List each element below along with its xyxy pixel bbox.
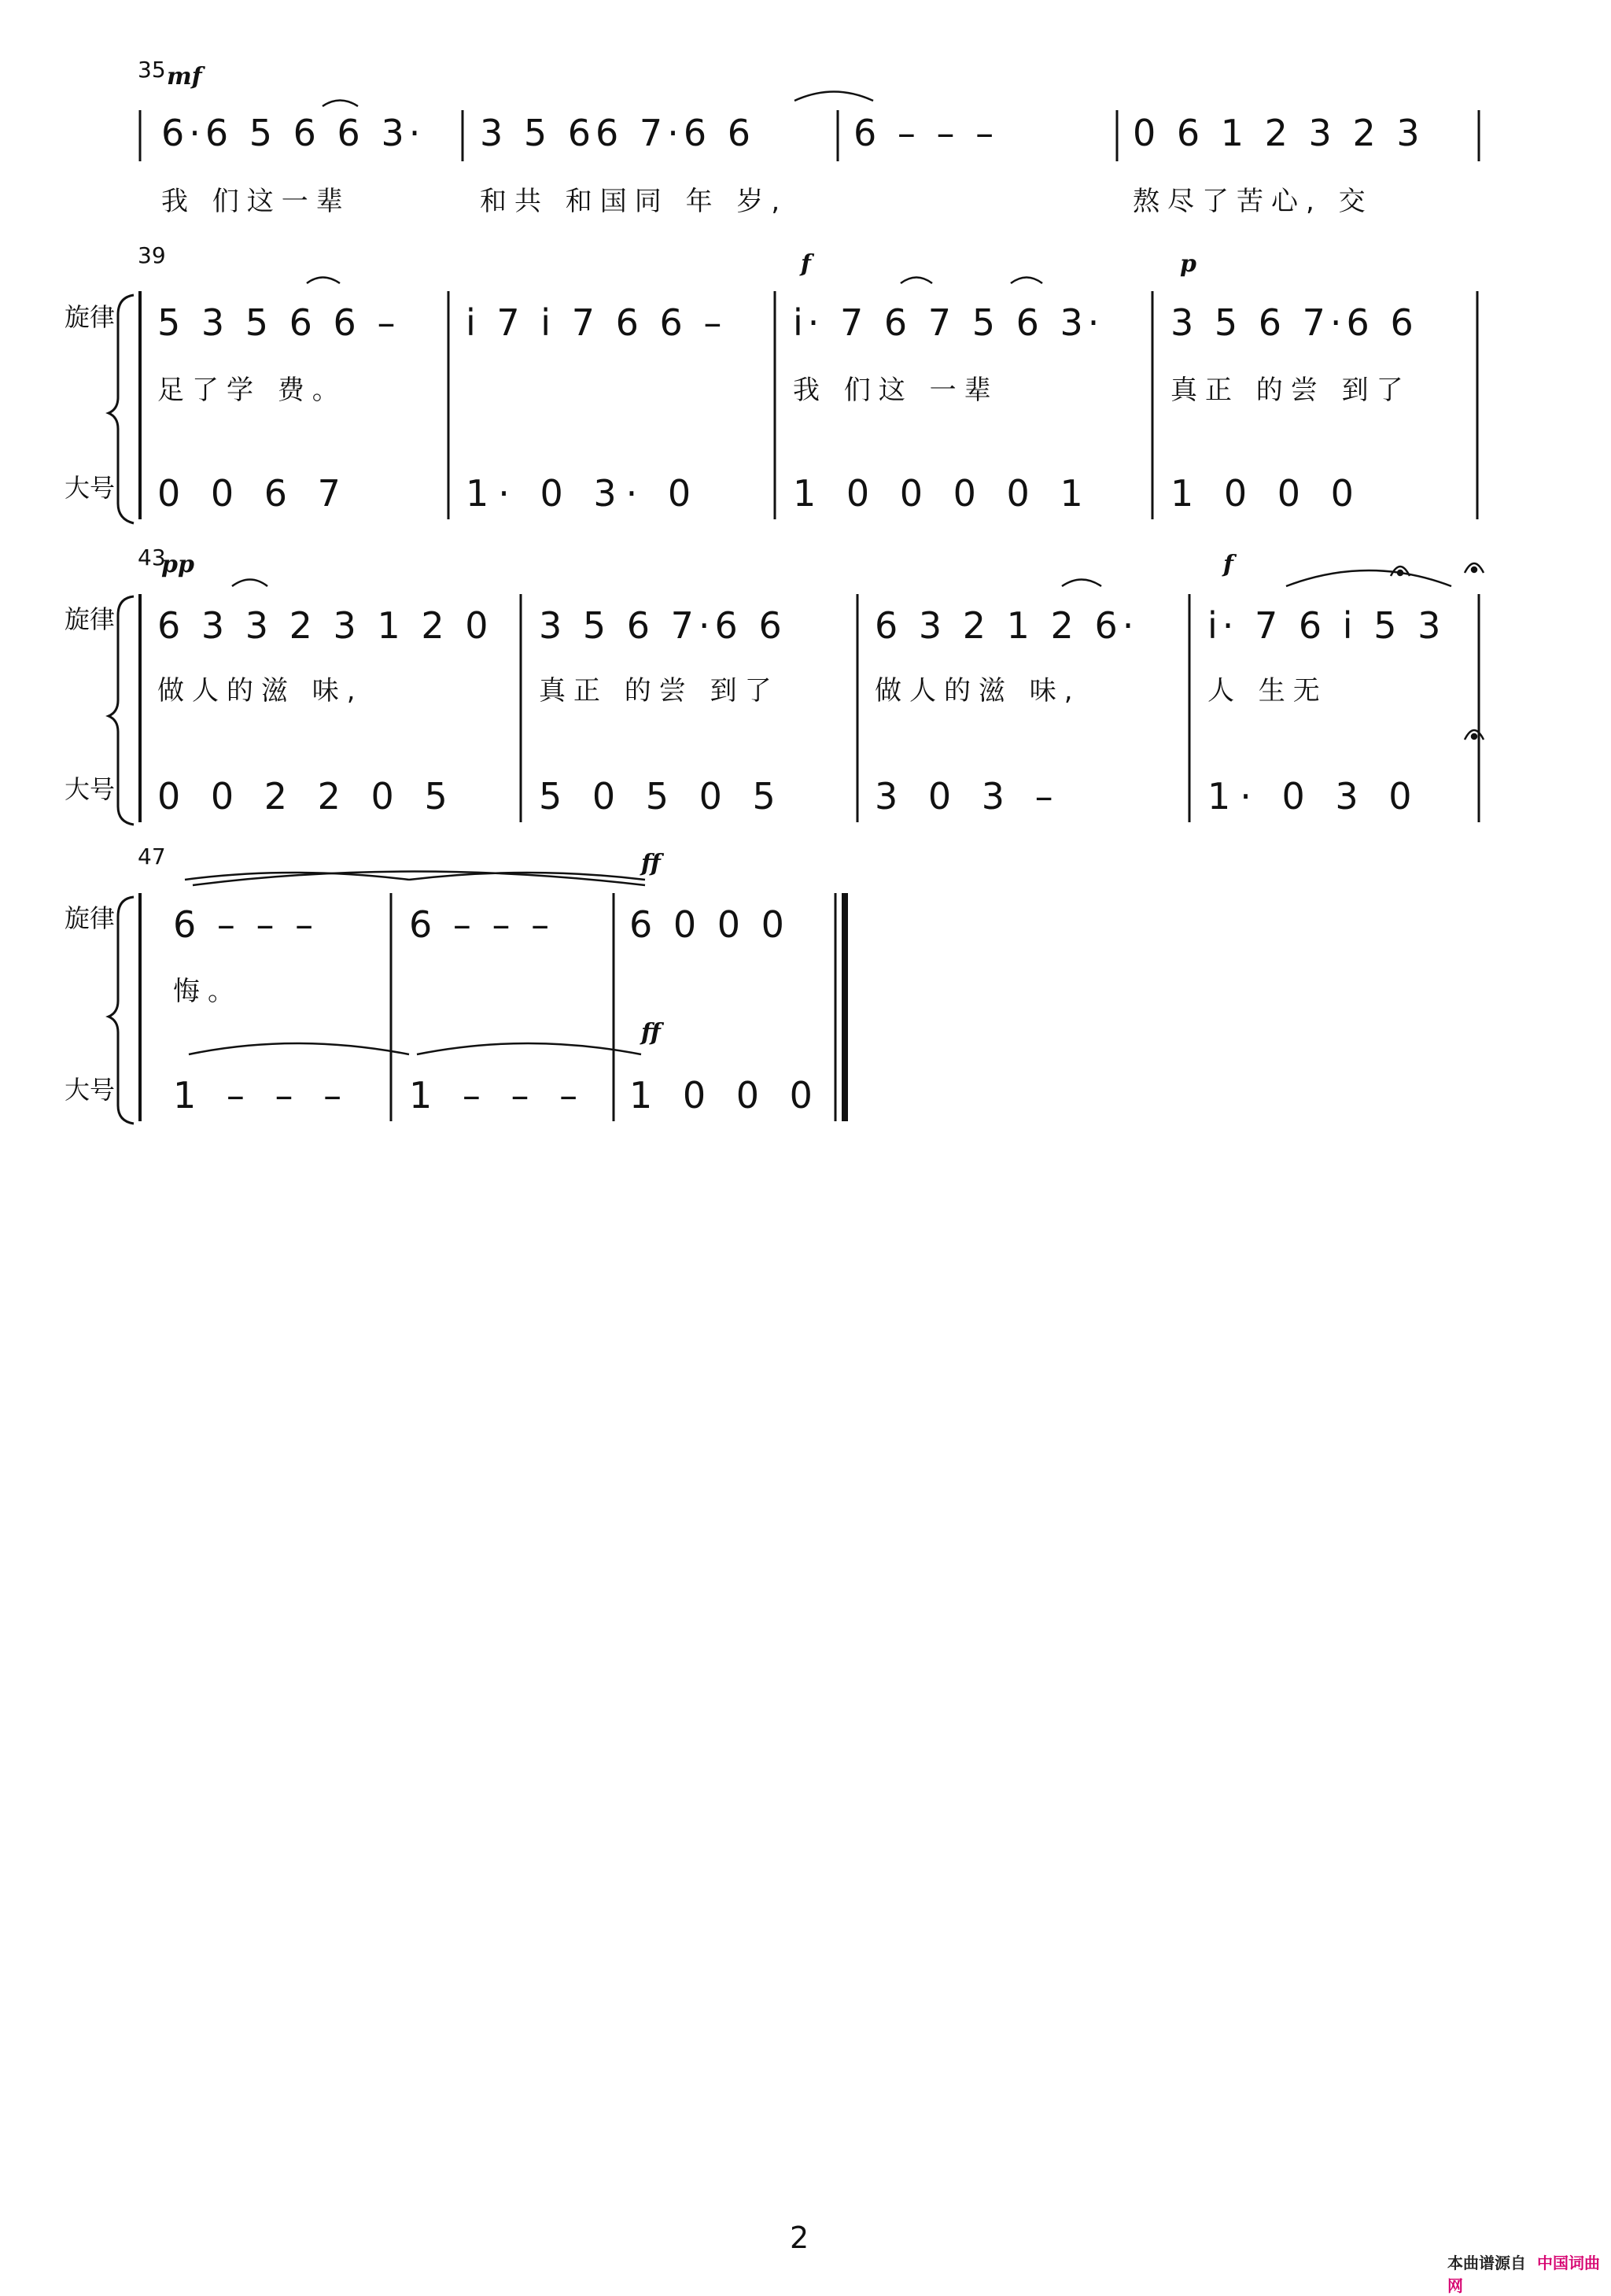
tuba-notes: 1 0 0 0 (1170, 472, 1363, 515)
lyrics: 真正 的尝 到了 (1170, 375, 1411, 406)
lyrics: 悔。 (173, 976, 242, 1007)
dynamic-pp: pp (161, 551, 194, 578)
tuba-notes: 0 0 2 2 0 5 (157, 775, 457, 818)
measure-number-47: 47 (138, 843, 166, 869)
lyrics: 我 们这一辈 (161, 186, 351, 217)
part-label-tuba: 大号 (65, 774, 116, 804)
melody-notes: 5 3 5 6 6 – (157, 301, 400, 344)
dynamic-f: f (1223, 551, 1233, 578)
part-label-tuba: 大号 (65, 473, 116, 503)
tuba-notes: 0 0 6 7 (157, 472, 350, 515)
lyrics: 熬尽了苦心, 交 (1133, 186, 1373, 217)
tuba-notes: 5 0 5 0 5 (539, 775, 785, 818)
melody-notes: 6 – – – (409, 903, 555, 946)
measure-number-39: 39 (138, 242, 166, 268)
part-label-tuba: 大号 (65, 1075, 116, 1105)
melody-notes: i· 7 6 i 5 3 (1207, 604, 1446, 647)
melody-notes: i· 7 6 7 5 6 3· (793, 301, 1104, 344)
melody-notes: 6·6 5 6 6 3· (161, 112, 426, 154)
lyrics: 足了学 费。 (157, 375, 347, 406)
footer-credit (1447, 2250, 1611, 2296)
fermatas (1391, 563, 1484, 740)
melody-notes: 6 – – – (173, 903, 319, 946)
tuba-notes: 1 0 0 0 0 1 (793, 472, 1093, 515)
tuba-notes: 1 – – – (173, 1074, 352, 1117)
lyrics: 人 生无 (1207, 675, 1328, 707)
dynamic-mf: mf (167, 63, 202, 90)
dynamic-f: f (801, 250, 811, 278)
lyrics: 我 们这 一辈 (793, 375, 999, 406)
page-number: 2 (790, 2220, 809, 2255)
footer-source-label: 本曲谱源自 (1447, 2254, 1526, 2272)
melody-notes: 3 5 6 7·6 6 (1170, 301, 1418, 344)
lyrics: 做人的滋 味, (157, 675, 363, 707)
melody-notes: 3 5 66 7·6 6 (480, 112, 755, 154)
measure-number-35: 35 (138, 57, 166, 83)
melody-notes: 6 3 2 1 2 6· (875, 604, 1139, 647)
part-label-melody: 旋律 (65, 604, 116, 634)
tuba-notes: 1 – – – (409, 1074, 588, 1117)
dynamic-p: p (1180, 250, 1196, 278)
tuba-notes: 3 0 3 – (875, 775, 1063, 818)
part-label-melody: 旋律 (65, 302, 116, 332)
tuba-notes: 1· 0 3· 0 (466, 472, 701, 515)
lyrics: 做人的滋 味, (875, 675, 1081, 707)
tuba-notes: 1· 0 3 0 (1207, 775, 1421, 818)
tuba-notes: 1 0 0 0 (629, 1074, 822, 1117)
measure-number-43: 43 (138, 544, 166, 570)
dynamic-ff: ff (641, 1019, 661, 1046)
melody-notes: 6 – – – (853, 112, 999, 154)
melody-notes: 6 3 3 2 3 1 2 0 (157, 604, 493, 647)
footer-site-name: 中国词曲网 (1447, 2254, 1600, 2295)
melody-notes: i 7 i 7 6 6 – (466, 301, 727, 344)
part-label-melody: 旋律 (65, 903, 116, 933)
dynamic-ff: ff (641, 850, 661, 877)
melody-notes: 0 6 1 2 3 2 3 (1133, 112, 1425, 154)
lyrics: 和共 和国同 年 岁, (480, 186, 788, 217)
melody-notes: 6 0 0 0 (629, 903, 789, 946)
melody-notes: 3 5 6 7·6 6 (539, 604, 787, 647)
lyrics: 真正 的尝 到了 (539, 675, 780, 707)
